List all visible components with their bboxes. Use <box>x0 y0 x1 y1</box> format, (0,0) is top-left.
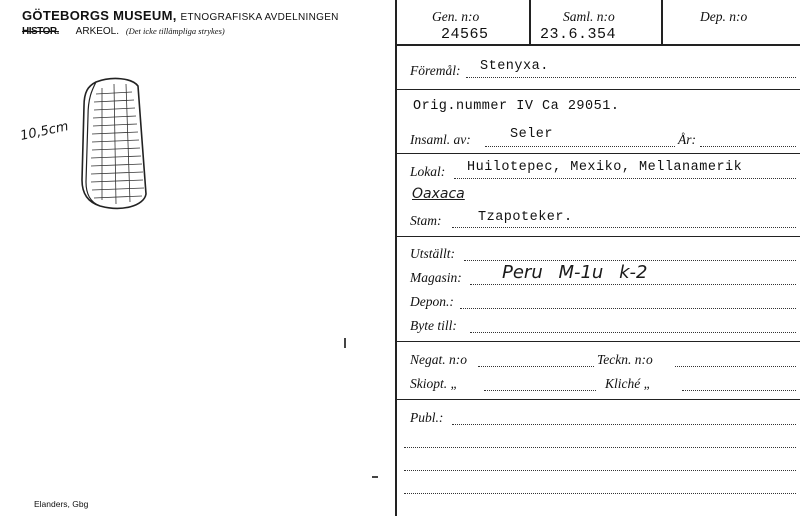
lokal-dots <box>454 178 796 179</box>
foremal-value: Stenyxa. <box>480 59 549 74</box>
margin-tick <box>344 338 346 348</box>
stam-label: Stam: <box>410 213 442 228</box>
insaml-label: Insaml. av: <box>410 132 471 147</box>
column-divider-2 <box>661 0 663 44</box>
museum-title: GÖTEBORGS MUSEUM, <box>22 8 177 23</box>
skiopt-label: Skiopt. „ <box>410 376 459 391</box>
printer-label: Elanders, Gbg <box>34 499 89 509</box>
foremal-dots <box>466 77 796 78</box>
magasin-dots <box>470 284 796 285</box>
stam-dots <box>452 227 796 228</box>
utstallt-label: Utställt: <box>410 246 456 261</box>
arkeol-label: ARKEOL. <box>75 26 120 37</box>
margin-tick-2 <box>372 476 378 478</box>
panel-border-left <box>395 0 397 516</box>
orig-number: Orig.nummer IV Ca 29051. <box>413 99 620 114</box>
rule-3 <box>395 236 800 237</box>
header-rule <box>395 44 800 46</box>
foremal-label: Föremål: <box>410 63 461 78</box>
department-title: ETNOGRAFISKA AVDELNINGEN <box>180 12 339 23</box>
rule-2 <box>395 153 800 154</box>
kliche-label: Kliché „ <box>605 376 652 391</box>
depon-dots <box>460 308 796 309</box>
axe-sketch <box>74 76 164 216</box>
rule-4 <box>395 341 800 342</box>
insaml-dots <box>485 146 675 147</box>
ar-label: År: <box>678 132 696 147</box>
saml-value: 23.6.354 <box>540 26 617 43</box>
rule-1 <box>395 89 800 90</box>
publ-dots-2 <box>404 447 796 448</box>
gen-label: Gen. n:o <box>432 9 480 24</box>
negat-label: Negat. n:o <box>410 352 467 367</box>
stam-value: Tzapoteker. <box>478 210 573 225</box>
publ-label: Publ.: <box>410 410 444 425</box>
stone-axe-drawing <box>74 76 164 216</box>
saml-label: Saml. n:o <box>563 9 615 24</box>
struck-word: HISTOR. <box>22 26 59 37</box>
lokal-label: Lokal: <box>410 164 446 179</box>
byte-dots <box>470 332 796 333</box>
subheader <box>22 26 225 37</box>
magasin-value-handwritten: Peru M-1u k-2 <box>502 262 648 283</box>
dep-label: Dep. n:o <box>700 9 748 24</box>
publ-dots-1 <box>452 424 796 425</box>
publ-dots-3 <box>404 470 796 471</box>
publ-dots-4 <box>404 493 796 494</box>
column-divider-1 <box>529 0 531 44</box>
ar-dots <box>700 146 796 147</box>
negat-dots <box>478 366 594 367</box>
insaml-value: Seler <box>510 127 554 142</box>
lokal-value: Huilotepec, Mexiko, Mellanamerik <box>467 160 743 175</box>
header-note: (Det icke tillämpliga strykes) <box>125 26 225 36</box>
museum-name <box>22 8 339 23</box>
magasin-label: Magasin: <box>410 270 462 285</box>
size-label: 10,5cm <box>18 119 70 144</box>
skiopt-dots <box>484 390 596 391</box>
gen-value: 24565 <box>441 26 489 43</box>
utstallt-dots <box>464 260 796 261</box>
teckn-dots <box>675 366 796 367</box>
rule-5 <box>395 399 800 400</box>
teckn-label: Teckn. n:o <box>597 352 653 367</box>
byte-label: Byte till: <box>410 318 457 333</box>
kliche-dots <box>682 390 796 391</box>
lokal-extra-handwritten: Oaxaca <box>412 186 465 202</box>
depon-label: Depon.: <box>410 294 454 309</box>
